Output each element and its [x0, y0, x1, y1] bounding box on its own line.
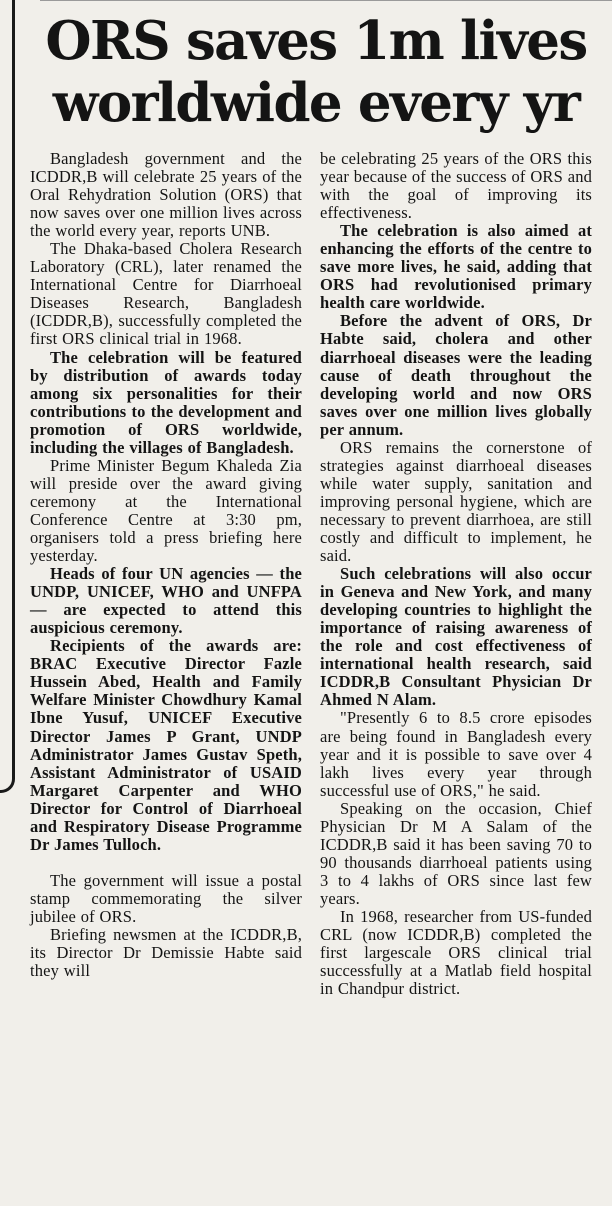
paragraph: Such celebrations will also occur in Geneva and New York, and many developing countries to highlight the importance of raising awareness of the role and cost effectiveness of international health research, said ICDDR,B Consultant Physician Dr Ahmed N Alam.: [320, 564, 592, 710]
paragraph: Briefing newsmen at the ICDDR,B, its Director Dr Demissie Habte said they will: [30, 924, 302, 981]
paragraph: ORS remains the cornerstone of strategies against diarrhoeal diseases while water supply, sanitation and improving personal hygiene, which are necessary to prevent diarrhoea, are still costly and difficult to implement, he said.: [320, 437, 592, 566]
paragraph: Prime Minister Begum Khaleda Zia will preside over the award giving ceremony at the International Conference Centre at 3:30 pm, organisers told a press briefing here yesterday.: [30, 455, 302, 566]
paragraph: The celebration is also aimed at enhancing the efforts of the centre to save more lives, he said, adding that ORS had revolutionised primary health care worldwide.: [320, 221, 592, 313]
article-column-right: [320, 150, 592, 998]
paragraph: The celebration will be featured by distribution of awards today among six personalities for their contributions to the development and promotion of ORS worldwide, including the villages of Bangladesh.: [30, 347, 302, 457]
paragraph: In 1968, researcher from US-funded CRL (now ICDDR,B) completed the first largescale ORS clinical trial successfully at a Matlab field hospital in Chandpur district.: [320, 906, 592, 999]
paragraph: Recipients of the awards are: BRAC Executive Director Fazle Hussein Abed, Health and Family Welfare Minister Chowdhury Kamal Ibne Yusuf, UNICEF Executive Director James P Grant, UNDP Administrator James Gustav Speth, Assistant Administrator of USAID Margaret Carpenter and WHO Director for Control of Diarrhoeal and Respiratory Disease Programme Dr James Tulloch.: [30, 636, 302, 854]
paragraph: Speaking on the occasion, Chief Physician Dr M A Salam of the ICDDR,B said it has been saving 70 to 90 thousands diarrhoeal patients using 3 to 4 lakhs of ORS since last few years.: [320, 798, 592, 908]
paragraph: Heads of four UN agencies — the UNDP, UNICEF, WHO and UNFPA — are expected to attend this auspicious ceremony.: [30, 564, 302, 638]
clipping-border-bracket: [0, 0, 15, 793]
paragraph: The government will issue a postal stamp commemorating the silver jubilee of ORS.: [30, 870, 302, 926]
paragraph: "Presently 6 to 8.5 crore episodes are being found in Bangladesh every year and it is possible to save over 4 lakh lives every year through successful use of ORS," he said.: [320, 708, 592, 800]
paragraph: Before the advent of ORS, Dr Habte said, cholera and other diarrhoeal diseases were the leading cause of death throughout the developing world and now ORS saves over one million lives globally per annum.: [320, 311, 592, 439]
paragraph: Bangladesh government and the ICDDR,B will celebrate 25 years of the Oral Rehydration Solution (ORS) that now saves over one million lives across the world every year, reports UNB.: [30, 149, 302, 241]
paragraph: be celebrating 25 years of the ORS this year because of the success of ORS and with the goal of improving its effectiveness.: [320, 149, 592, 223]
top-rule: [40, 0, 612, 1]
paragraph: The Dhaka-based Cholera Research Laboratory (CRL), later renamed the International Centre for Diarrhoeal Diseases Research, Bangladesh (ICDDR,B), successfully completed the first ORS clinical trial in 1968.: [30, 239, 302, 349]
headline: ORS saves 1m lives worldwide every yr: [45, 10, 587, 134]
article-column-left: [30, 150, 302, 980]
